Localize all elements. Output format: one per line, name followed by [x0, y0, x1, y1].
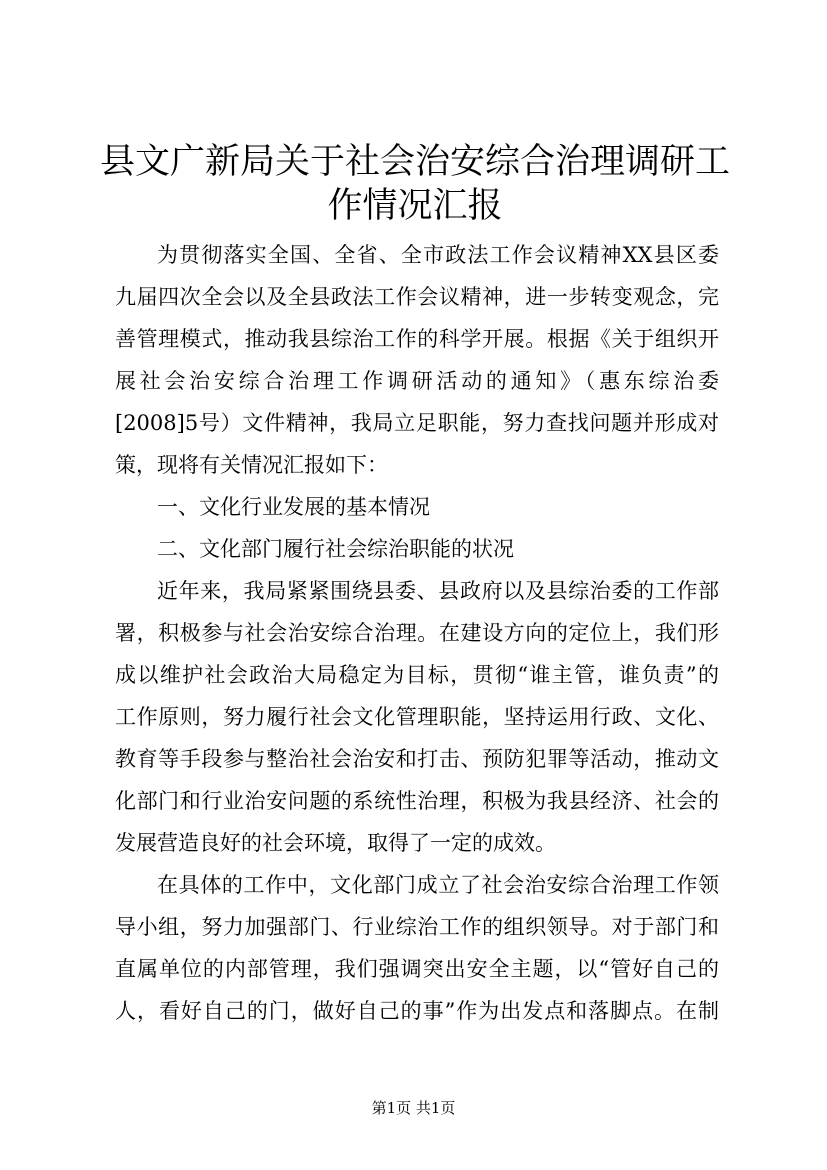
body-line: 策，现将有关情况汇报如下： — [115, 453, 388, 477]
body-line: 直属单位的内部管理，我们强调突出安全主题，以“管好自己的 — [115, 957, 719, 981]
section-heading: 一、文化行业发展的基本情况 — [157, 495, 430, 519]
body-line: 发展营造良好的社会环境，取得了一定的成效。 — [115, 831, 556, 855]
body-line: 为贯彻落实全国、全省、全市政法工作会议精神XX县区委 — [157, 243, 719, 267]
body-line: 导小组，努力加强部门、行业综治工作的组织领导。对于部门和 — [115, 915, 719, 939]
document-title: 县文广新局关于社会治安综合治理调研工作情况汇报 — [99, 142, 730, 226]
body-line: 成以维护社会政治大局稳定为目标，贯彻“谁主管，谁负责”的 — [115, 663, 719, 687]
body-line: 展社会治安综合治理工作调研活动的通知》（惠东综治委 — [115, 369, 719, 393]
body-line: 近年来，我局紧紧围绕县委、县政府以及县综治委的工作部 — [157, 579, 719, 603]
body-line: 在具体的工作中，文化部门成立了社会治安综合治理工作领 — [157, 873, 719, 897]
body-line: [2008]5号）文件精神，我局立足职能，努力查找问题并形成对 — [115, 411, 719, 435]
body-line: 人，看好自己的门，做好自己的事”作为出发点和落脚点。在制 — [115, 999, 719, 1023]
body-line: 善管理模式，推动我县综治工作的科学开展。根据《关于组织开 — [115, 327, 719, 351]
body-line: 化部门和行业治安问题的系统性治理，积极为我县经济、社会的 — [115, 789, 719, 813]
page-number: 第1页 共1页 — [371, 1099, 456, 1117]
body-line: 署，积极参与社会治安综合治理。在建设方向的定位上，我们形 — [115, 621, 719, 645]
body-line: 九届四次全会以及全县政法工作会议精神，进一步转变观念，完 — [115, 285, 719, 309]
body-line: 工作原则，努力履行社会文化管理职能，坚持运用行政、文化、 — [115, 705, 719, 729]
body-line: 教育等手段参与整治社会治安和打击、预防犯罪等活动，推动文 — [115, 747, 719, 771]
section-heading: 二、文化部门履行社会综治职能的状况 — [157, 537, 514, 561]
